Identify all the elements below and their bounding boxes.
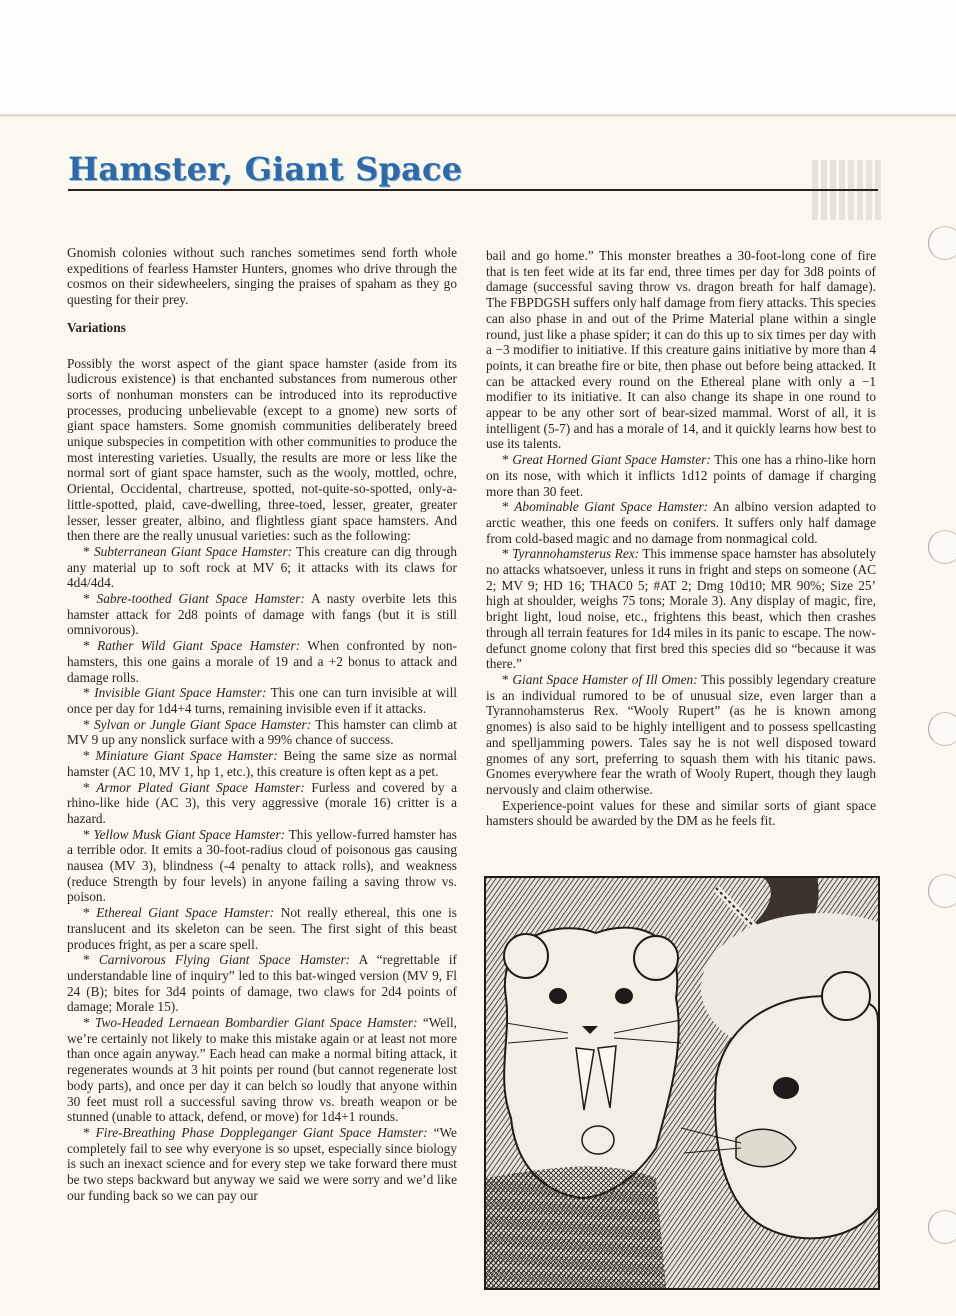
variant-name: Sylvan or Jungle Giant Space Hamster: [93, 716, 312, 732]
variant-entry: * Sabre-toothed Giant Space Hamster: A nasty overbite lets this hamster attack for 2d8 points of damage with fangs (but it is still omnivorous). [67, 591, 457, 638]
intro-paragraph: Possibly the worst aspect of the giant space hamster (aside from its ludicrous existence) is that enchanted substances from numerous other sorts of nonhuman monsters can be introduced into its reproductive processes, producing unbelievable (except to a gnome) new sorts of giant space hamsters. Some gnomish communities deliberately breed unique subspecies in competition with other communities to produce the most interesting varieties. Usually, the results are more or less like the normal sort of giant space hamster, such as the wooly, mottled, ochre, Oriental, Occidental, chartreuse, spotted, not-quite-so-spotted, only-a-little-spotted, plaid, cave-dwelling, three-toed, lesser, greater, greater lesser, lesser greater, albino, and flightless giant space hamsters. And then there are the really unusual varieties: such as the following: [67, 355, 457, 544]
binder-hole [928, 530, 956, 564]
variant-list [486, 452, 876, 797]
variant-description: An albino version adapted to arctic weather, this one feeds on conifers. It suffers only half damage from cold-based magic and no damage from nonmagical cold. [486, 499, 876, 546]
variant-entry: * Great Horned Giant Space Hamster: This one has a rhino-like horn on its nose, with which it inflicts 1d12 points of damage if charging more than 30 feet. [486, 452, 876, 499]
variant-entry: * Armor Plated Giant Space Hamster: Furless and covered by a rhino-like hide (AC 3), this very aggressive (morale 16) critter is a hazard. [67, 779, 457, 826]
shaded-ground [486, 1166, 666, 1288]
illustration-drawing [486, 878, 878, 1288]
variant-description: This one can turn invisible at will once per day for 1d4+4 turns, remaining invisible even if it attacks. [67, 685, 457, 716]
left-column [67, 245, 457, 1203]
hamster-ear [634, 936, 678, 980]
section-heading: Variations [67, 319, 126, 335]
hamster-ear [504, 934, 548, 978]
variant-name: Carnivorous Flying Giant Space Hamster: [98, 952, 351, 968]
variant-name: Ethereal Giant Space Hamster: [96, 905, 275, 921]
variant-name: Giant Space Hamster of Ill Omen: [512, 671, 698, 687]
lead-paragraph: Gnomish colonies without such ranches sometimes send forth whole expeditions of fearless Hamster Hunters, gnomes who drive through the cosmos on their sidewheelers, singing the praises of spaham as they go questing for their prey. [67, 245, 457, 308]
closing-paragraph: Experience-point values for these and similar sorts of giant space hamsters should be awarded by the DM as he feels fit. [486, 797, 876, 829]
variant-entry: * Ethereal Giant Space Hamster: Not really ethereal, this one is translucent and its skeleton can be seen. The first sight of this beast produces fright, as per a scare spell. [67, 905, 457, 952]
variant-entry: * Carnivorous Flying Giant Space Hamster: A “regrettable if understandable line of inquiry” led to this bat-winged version (MV 9, Fl 24 (B); bites for 3d4 points of damage, two claws for 2d4 points of damage; Morale 15). [67, 952, 457, 1015]
continuation-paragraph: bail and go home.” This monster breathes a 30-foot-long cone of fire that is ten feet wide at its far end, three times per day for 3d8 points of damage (successful saving throw vs. dragon breath for half damage). The FBPDGSH suffers only half damage from fiery attacks. This species can also phase in and out of the Prime Material plane within a single round, just like a phase spider; it can do this up to six times per day with a −3 modifier to initiative. If this creature gains initiative by more than 4 points, it can breathe fire or bite, then phase out before being attacked. It can be attacked every round on the Ethereal plane with only a −1 modifier to its initiative. It can also change its shape in one round to appear to be any other sort of bear-sized mammal. Worst of all, it is intelligent (5-7) and has a morale of 14, and it quickly learns how best to use its talents. [486, 248, 876, 452]
variant-name: Great Horned Giant Space Hamster: [512, 452, 711, 468]
variant-description: Being the same size as normal hamster (AC 10, MV 1, hp 1, etc.), this creature is often kept as a pet. [67, 748, 457, 779]
hamster-eye [549, 988, 567, 1004]
scan-top-margin [0, 0, 956, 116]
variant-description: Not really ethereal, this one is translucent and its skeleton can be seen. The first sight of this beast produces fright, as per a scare spell. [67, 905, 457, 952]
variant-name: Subterranean Giant Space Hamster: [93, 543, 293, 559]
variant-description: A “regrettable if understandable line of inquiry” led to this bat-winged version (MV 9, Fl 24 (B); bites for 3d4 points of damage, two claws for 2d4 points of damage; Morale 15). [67, 952, 457, 1015]
variant-name: Miniature Giant Space Hamster: [95, 748, 278, 764]
variant-name: Abominable Giant Space Hamster: [514, 499, 709, 515]
variant-description: This hamster can climb at MV 9 up any nonslick surface with a 99% chance of success. [67, 716, 458, 748]
variant-entry: * Abominable Giant Space Hamster: An albino version adapted to arctic weather, this one feeds on conifers. It suffers only half damage from cold-based magic and no damage from nonmagical cold. [486, 499, 876, 546]
variant-entry: * Subterranean Giant Space Hamster: This creature can dig through any material up to soft rock at MV 6; it attacks with its claws for 4d4/4d4. [67, 543, 457, 591]
variant-name: Armor Plated Giant Space Hamster: [96, 779, 305, 795]
hamster-ear [822, 972, 870, 1020]
page-title: Hamster, Giant Space [68, 150, 463, 188]
variant-entry: * Two-Headed Lernaean Bombardier Giant Space Hamster: “Well, we’re certainly not likely to make this mistake again or at least not more than once again anyway.” Each head can make a normal biting attack, it regenerates wounds at 3 hit points per round (but cannot regenerate lost body parts), and once per day it can belch so loudly that anyone within 30 feet must roll a successful saving throw vs. breath weapon or be stunned (unable to attack, defend, or move) for 1d4+1 rounds. [67, 1015, 457, 1125]
variant-description: This possibly legendary creature is an individual rumored to be of unusual size, even larger than a Tyrannohamsterus Rex. “Wooly Rupert” (as he is known among gnomes) is also said to be highly intelligent and to possess spellcasting and spelljamming powers. Tales say he is not well disposed toward gnomes of any sort, preferring to squash them with his titanic paws. Gnomes everywhere fear the wrath of Wooly Rupert, though they laugh nervously and claim otherwise. [486, 671, 876, 797]
variant-entry: * Invisible Giant Space Hamster: This one can turn invisible at will once per day for 1d4+4 turns, remaining invisible even if it attacks. [67, 685, 457, 716]
variant-entry: * Rather Wild Giant Space Hamster: When confronted by non-hamsters, this one gains a morale of 19 and a +2 bonus to attack and damage rolls. [67, 638, 457, 685]
variant-list [67, 544, 457, 1204]
variant-description: This one has a rhino-like horn on its nose, with which it inflicts 1d12 points of damage if charging more than 30 feet. [486, 452, 876, 499]
variant-name: Tyrannohamsterus Rex: [512, 546, 640, 562]
variant-name: Yellow Musk Giant Space Hamster: [93, 826, 286, 842]
variant-name: Fire-Breathing Phase Doppleganger Giant Space Hamster: [95, 1124, 428, 1140]
title-rule [68, 189, 878, 191]
variant-description: “Well, we’re certainly not likely to make this mistake again or at least not more than once again anyway.” Each head can make a normal biting attack, it regenerates wounds at 3 hit points per round (but cannot regenerate lost body parts), and once per day it can belch so loudly that anyone within 30 feet must roll a successful saving throw vs. breath weapon or be stunned (unable to attack, defend, or move) for 1d4+1 rounds. [67, 1015, 457, 1125]
variant-name: Two-Headed Lernaean Bombardier Giant Space Hamster: [95, 1015, 418, 1031]
variant-name: Sabre-toothed Giant Space Hamster: [96, 591, 305, 607]
abominable-hamster [715, 996, 878, 1238]
variant-entry: * Giant Space Hamster of Ill Omen: This possibly legendary creature is an individual rumored to be of unusual size, even larger than a Tyrannohamsterus Rex. “Wooly Rupert” (as he is known among gnomes) is also said to be highly intelligent and to possess spellcasting and spelljamming powers. Tales say he is not well disposed toward gnomes of any sort, preferring to squash them with his titanic paws. Gnomes everywhere fear the wrath of Wooly Rupert, though they laugh nervously and claim otherwise. [486, 671, 876, 797]
variant-entry: * Sylvan or Jungle Giant Space Hamster: This hamster can climb at MV 9 up any nonslick surface with a 99% chance of success. [67, 716, 458, 748]
variant-name: Rather Wild Giant Space Hamster: [97, 638, 301, 654]
variant-description: This immense space hamster has absolutely no attacks whatsoever, unless it runs in fright and steps on someone (AC 2; MV 9; HD 16; THAC0 5; #AT 2; Dmg 10d10; MR 90%; Size 25’ high at shoulder, weighs 75 tons; Morale 3). Any display of magic, fire, bright light, loud noise, etc., frightens this beast, which then crashes through all terrain features for 1d4 miles in its panic to escape. The now-defunct gnome colony that first bred this species did so “because it was there.” [486, 546, 876, 672]
variant-description: Furless and covered by a rhino-like hide (AC 3), this very aggressive (morale 16) critter is a hazard. [67, 779, 457, 826]
variant-description: “We completely fail to see why everyone is so upset, especially since biology is such an inexact science and for every step we take forward there must be two steps backward but anyway we said we were sorry and we’d like our funding back so we can pay our [67, 1124, 457, 1203]
variant-entry: * Fire-Breathing Phase Doppleganger Giant Space Hamster: “We completely fail to see why everyone is so upset, especially since biology is such an inexact science and for every step we take forward there must be two steps backward but anyway we said we were sorry and we’d like our funding back so we can pay our [67, 1124, 457, 1203]
variant-description: When confronted by non-hamsters, this one gains a morale of 19 and a +2 bonus to attack and damage rolls. [67, 638, 457, 685]
variant-entry: * Miniature Giant Space Hamster: Being the same size as normal hamster (AC 10, MV 1, hp 1, etc.), this creature is often kept as a pet. [67, 748, 457, 779]
hamster-eye [615, 988, 633, 1004]
variant-description: This creature can dig through any material up to soft rock at MV 6; it attacks with its claws for 4d4/4d4. [67, 543, 457, 591]
hamster-eye [773, 1077, 799, 1099]
binder-hole [928, 1210, 956, 1244]
variant-description: A nasty overbite lets this hamster attack for 2d8 points of damage with fangs (but it is still omnivorous). [67, 591, 457, 638]
variant-entry: * Tyrannohamsterus Rex: This immense space hamster has absolutely no attacks whatsoever, unless it runs in fright and steps on someone (AC 2; MV 9; HD 16; THAC0 5; #AT 2; Dmg 10d10; MR 90%; Size 25’ high at shoulder, weighs 75 tons; Morale 3). Any display of magic, fire, bright light, loud noise, etc., frightens this beast, which then crashes through all terrain features for 1d4 miles in its panic to escape. The now-defunct gnome colony that first bred this species did so “because it was there.” [486, 546, 876, 672]
variant-entry: * Yellow Musk Giant Space Hamster: This yellow-furred hamster has a terrible odor. It emits a 30-foot-radius cloud of poisonous gas causing nausea (MV 3), blindness (-4 penalty to attack rolls), and weakness (reduce Strength by four levels) in anyone failing a saving throw vs. poison. [67, 826, 458, 905]
binder-hole [928, 874, 956, 908]
right-column [486, 248, 876, 829]
hamster-illustration [484, 876, 880, 1290]
binder-hole [928, 712, 956, 746]
variant-name: Invisible Giant Space Hamster: [94, 685, 267, 701]
binder-hole [928, 226, 956, 260]
variant-description: This yellow-furred hamster has a terrible odor. It emits a 30-foot-radius cloud of poisonous gas causing nausea (MV 3), blindness (-4 penalty to attack rolls), and weakness (reduce Strength by four levels) in anyone failing a saving throw vs. poison. [67, 826, 458, 905]
small-hamster [582, 1126, 614, 1154]
